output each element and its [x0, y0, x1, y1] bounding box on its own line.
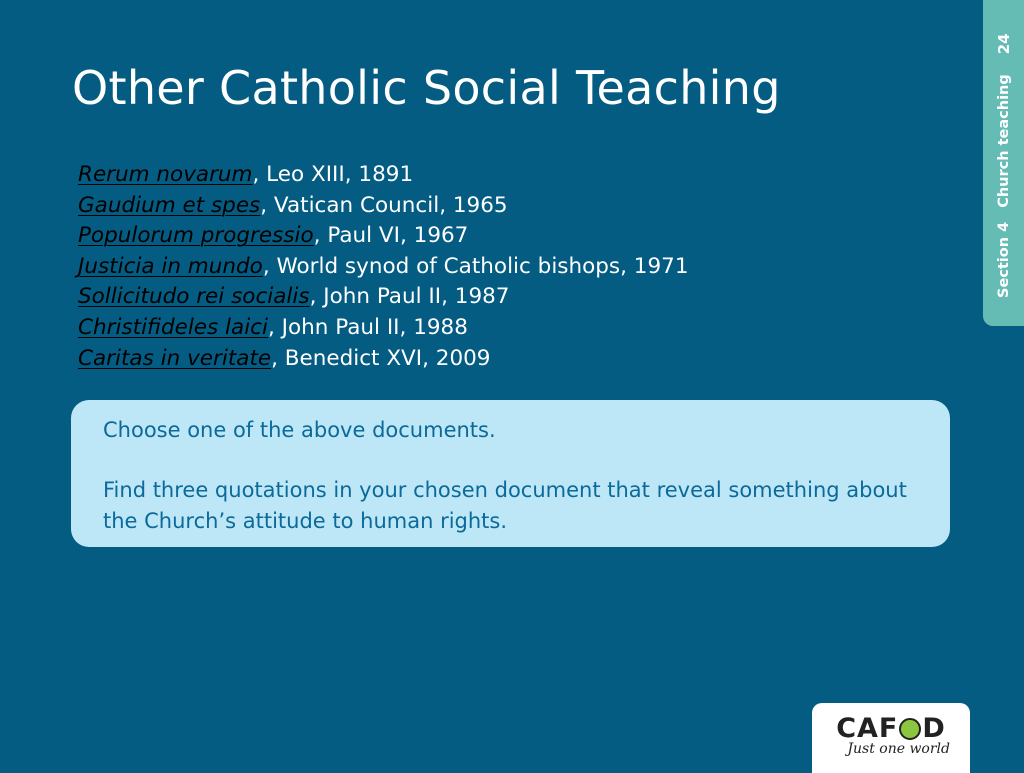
list-item	[78, 282, 689, 313]
document-details: , World synod of Catholic bishops, 1971	[262, 253, 689, 279]
document-link-caritas-in-veritate[interactable]: Caritas in veritate	[78, 345, 272, 371]
document-details: , John Paul II, 1988	[267, 314, 468, 340]
document-link-justicia-in-mundo[interactable]: Justicia in mundo	[78, 253, 263, 279]
list-item	[78, 160, 689, 191]
logo-text-start: CAF	[836, 713, 899, 744]
list-item	[78, 191, 689, 222]
document-link-christifideles-laici[interactable]: Christifideles laici	[78, 314, 268, 340]
list-item	[78, 252, 689, 283]
section-tab-label	[995, 33, 1013, 298]
page-number: 24	[994, 33, 1013, 55]
task-instruction-find: Find three quotations in your chosen document that reveal something about the Church’s attitude to human rights.	[103, 478, 907, 533]
document-details: , John Paul II, 1987	[309, 284, 510, 310]
logo-wordmark	[812, 713, 970, 744]
spacer	[103, 445, 918, 475]
topic-label: Church teaching	[995, 74, 1012, 208]
document-details: , Vatican Council, 1965	[260, 192, 508, 218]
document-link-rerum-novarum[interactable]: Rerum novarum	[78, 162, 253, 187]
document-link-populorum-progressio[interactable]: Populorum progressio	[78, 223, 314, 249]
document-link-sollicitudo-rei-socialis[interactable]: Sollicitudo rei socialis	[78, 284, 310, 310]
slide-title: Other Catholic Social Teaching	[72, 61, 781, 115]
list-item	[78, 313, 689, 344]
logo-text-end: D	[922, 713, 946, 744]
task-instruction-choose: Choose one of the above documents.	[103, 418, 496, 442]
globe-icon	[899, 718, 921, 740]
document-link-gaudium-et-spes[interactable]: Gaudium et spes	[78, 192, 261, 218]
document-details: , Leo XIII, 1891	[252, 162, 414, 187]
section-label: Section 4	[995, 221, 1012, 298]
logo-tagline: Just one world	[847, 741, 950, 757]
section-tab	[983, 0, 1024, 326]
document-details: , Benedict XVI, 2009	[271, 345, 491, 371]
list-item	[78, 221, 689, 252]
cafod-logo	[812, 703, 970, 773]
document-list	[78, 160, 689, 374]
document-details: , Paul VI, 1967	[313, 223, 469, 249]
task-box	[71, 400, 950, 547]
list-item	[78, 344, 689, 375]
